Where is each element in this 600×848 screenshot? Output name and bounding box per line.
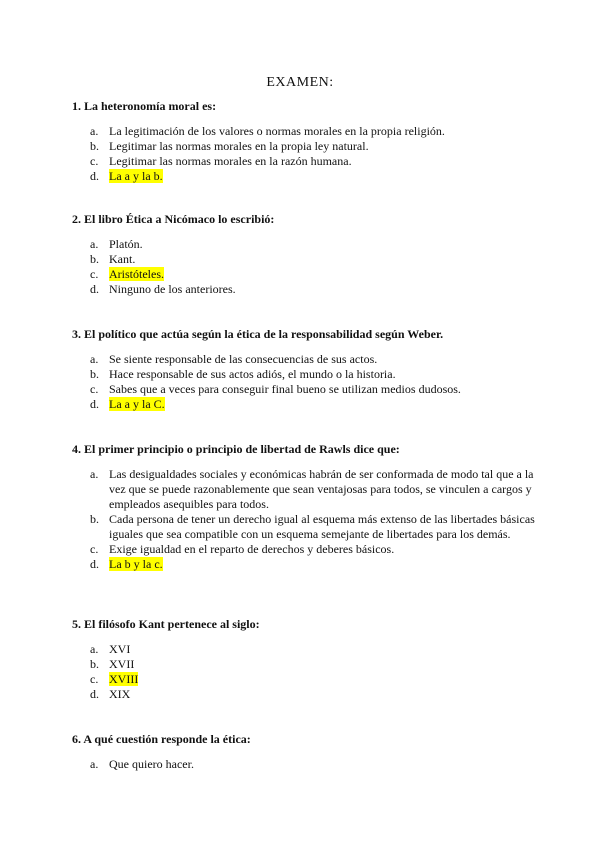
option-letter: d. — [90, 687, 99, 701]
option-letter: b. — [90, 252, 99, 266]
option-text: Sabes que a veces para conseguir final bueno se utilizan medios dudosos. — [109, 382, 461, 396]
options-list — [72, 352, 542, 412]
option-text: Ninguno de los anteriores. — [109, 282, 236, 296]
option-d-highlighted — [72, 397, 542, 412]
option-c — [72, 154, 542, 169]
option-text: XVIII — [109, 672, 139, 686]
option-a — [72, 237, 542, 252]
option-c-highlighted — [72, 672, 542, 687]
option-a — [72, 757, 542, 772]
question-heading: 1. La heteronomía moral es: — [72, 99, 217, 113]
option-b — [72, 252, 542, 267]
option-text: XVI — [109, 642, 131, 656]
question-6 — [72, 732, 542, 772]
option-letter: d. — [90, 397, 99, 411]
option-text: La a y la C. — [109, 397, 165, 411]
page-title: EXAMEN: — [266, 75, 334, 90]
option-text: Cada persona de tener un derecho igual al esquema más extenso de las libertades básicas iguales que sea compatible con un esquema semejante de libertades para los demás. — [109, 512, 535, 541]
option-letter: a. — [90, 757, 99, 771]
option-letter: a. — [90, 642, 99, 656]
question-heading: 6. A qué cuestión responde la ética: — [72, 732, 251, 746]
option-b — [72, 139, 542, 154]
option-text: Aristóteles. — [109, 267, 164, 281]
option-b — [72, 657, 542, 672]
option-letter: c. — [90, 382, 99, 396]
option-c — [72, 542, 542, 557]
options-list — [72, 124, 542, 184]
option-letter: a. — [90, 352, 99, 366]
option-letter: b. — [90, 512, 99, 526]
option-b — [72, 367, 542, 382]
option-text: Que quiero hacer. — [109, 757, 194, 771]
option-a — [72, 124, 542, 139]
option-letter: b. — [90, 139, 99, 153]
option-letter: b. — [90, 367, 99, 381]
question-3 — [72, 327, 542, 412]
question-heading: 3. El político que actúa según la ética de la responsabilidad según Weber. — [72, 327, 444, 341]
option-text: La legitimación de los valores o normas morales en la propia religión. — [109, 124, 445, 138]
options-list — [72, 642, 542, 702]
option-letter: c. — [90, 542, 99, 556]
question-heading: 4. El primer principio o principio de libertad de Rawls dice que: — [72, 442, 400, 456]
option-text: La a y la b. — [109, 169, 163, 183]
option-letter: c. — [90, 267, 99, 281]
option-d-highlighted — [72, 169, 542, 184]
option-c-highlighted — [72, 267, 542, 282]
option-d-highlighted — [72, 557, 542, 572]
option-letter: b. — [90, 657, 99, 671]
option-text: La b y la c. — [109, 557, 163, 571]
option-d — [72, 282, 542, 297]
option-text: Se siente responsable de las consecuencias de sus actos. — [109, 352, 378, 366]
option-letter: a. — [90, 237, 99, 251]
question-heading: 5. El filósofo Kant pertenece al siglo: — [72, 617, 260, 631]
options-list — [72, 467, 542, 572]
options-list — [72, 757, 542, 772]
options-list — [72, 237, 542, 297]
option-letter: d. — [90, 557, 99, 571]
option-letter: d. — [90, 169, 99, 183]
option-c — [72, 382, 542, 397]
option-a — [72, 467, 542, 512]
option-text: Legitimar las normas morales en la razón humana. — [109, 154, 352, 168]
option-letter: a. — [90, 467, 99, 481]
question-5 — [72, 617, 542, 702]
option-letter: c. — [90, 672, 99, 686]
option-text: Platón. — [109, 237, 143, 251]
option-text: Las desigualdades sociales y económicas habrán de ser conformada de modo tal que a la vez que se puede razonablemente que sean ventajosas para todos, se vinculen a cargos y empleados asequibles para todos. — [109, 467, 534, 511]
option-letter: d. — [90, 282, 99, 296]
option-letter: c. — [90, 154, 99, 168]
option-text: Hace responsable de sus actos adiós, el mundo o la historia. — [109, 367, 396, 381]
question-1 — [72, 99, 542, 184]
option-text: XIX — [109, 687, 131, 701]
option-text: XVII — [109, 657, 135, 671]
option-text: Exige igualdad en el reparto de derechos y deberes básicos. — [109, 542, 395, 556]
option-text: Legitimar las normas morales en la propia ley natural. — [109, 139, 369, 153]
option-d — [72, 687, 542, 702]
option-b — [72, 512, 542, 542]
question-2 — [72, 212, 542, 297]
option-a — [72, 642, 542, 657]
option-letter: a. — [90, 124, 99, 138]
question-heading: 2. El libro Ética a Nicómaco lo escribió: — [72, 212, 275, 226]
option-text: Kant. — [109, 252, 136, 266]
option-a — [72, 352, 542, 367]
question-4 — [72, 442, 542, 572]
